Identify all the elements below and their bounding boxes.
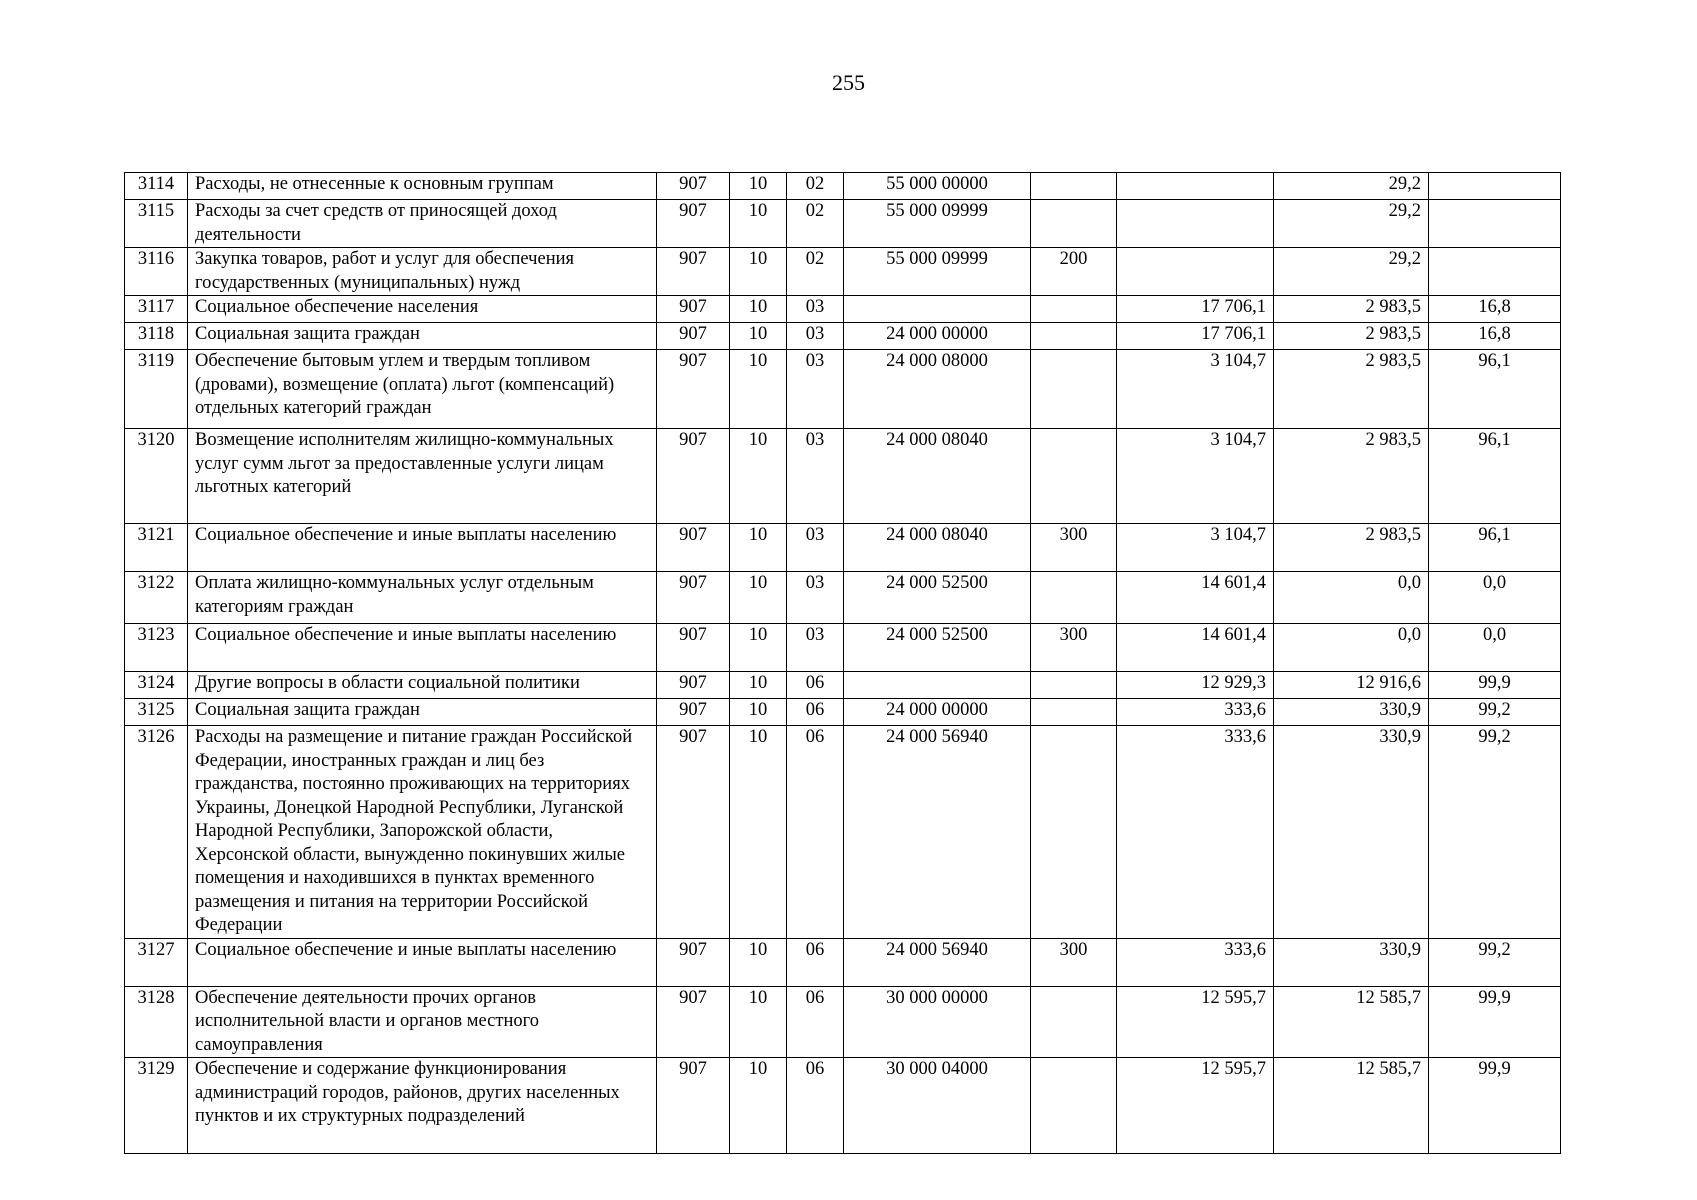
executed-amount-cell: 12 585,7 <box>1274 986 1429 1058</box>
plan-amount-cell: 12 595,7 <box>1117 1058 1274 1154</box>
plan-amount-cell: 17 706,1 <box>1117 296 1274 323</box>
subsection-code-cell: 03 <box>787 429 844 524</box>
target-item-code-cell <box>844 672 1031 699</box>
execution-percent-cell: 0,0 <box>1429 572 1561 624</box>
plan-amount-cell <box>1117 200 1274 248</box>
table-row <box>125 350 1561 429</box>
dept-code-cell: 907 <box>657 699 730 726</box>
row-number-cell: 3121 <box>125 524 188 572</box>
execution-percent-cell: 99,9 <box>1429 1058 1561 1154</box>
section-code-cell: 10 <box>730 624 787 672</box>
row-number-cell: 3123 <box>125 624 188 672</box>
plan-amount-cell: 12 595,7 <box>1117 986 1274 1058</box>
target-item-code-cell: 24 000 08000 <box>844 350 1031 429</box>
target-item-code-cell: 55 000 00000 <box>844 173 1031 200</box>
section-code-cell: 10 <box>730 350 787 429</box>
section-code-cell: 10 <box>730 938 787 986</box>
row-number-cell: 3128 <box>125 986 188 1058</box>
dept-code-cell: 907 <box>657 200 730 248</box>
plan-amount-cell: 12 929,3 <box>1117 672 1274 699</box>
row-number-cell: 3127 <box>125 938 188 986</box>
expense-type-code-cell <box>1031 672 1117 699</box>
target-item-code-cell: 24 000 52500 <box>844 572 1031 624</box>
row-number-cell: 3129 <box>125 1058 188 1154</box>
plan-amount-cell <box>1117 248 1274 296</box>
subsection-code-cell: 03 <box>787 350 844 429</box>
subsection-code-cell: 03 <box>787 572 844 624</box>
execution-percent-cell: 99,2 <box>1429 938 1561 986</box>
dept-code-cell: 907 <box>657 572 730 624</box>
target-item-code-cell: 24 000 00000 <box>844 323 1031 350</box>
budget-table-body <box>125 173 1561 1154</box>
row-number-cell: 3118 <box>125 323 188 350</box>
subsection-code-cell: 03 <box>787 323 844 350</box>
execution-percent-cell: 96,1 <box>1429 350 1561 429</box>
executed-amount-cell: 2 983,5 <box>1274 296 1429 323</box>
expense-type-code-cell <box>1031 986 1117 1058</box>
execution-percent-cell: 99,2 <box>1429 699 1561 726</box>
execution-percent-cell <box>1429 173 1561 200</box>
executed-amount-cell: 2 983,5 <box>1274 323 1429 350</box>
dept-code-cell: 907 <box>657 1058 730 1154</box>
row-number-cell: 3120 <box>125 429 188 524</box>
plan-amount-cell: 333,6 <box>1117 699 1274 726</box>
dept-code-cell: 907 <box>657 726 730 939</box>
target-item-code-cell: 55 000 09999 <box>844 200 1031 248</box>
item-name-cell: Социальная защита граждан <box>188 699 657 726</box>
plan-amount-cell: 3 104,7 <box>1117 429 1274 524</box>
item-name-cell: Обеспечение и содержание функционирования администраций городов, районов, других населенных пунктов и их структурных подразделений <box>188 1058 657 1154</box>
target-item-code-cell: 55 000 09999 <box>844 248 1031 296</box>
item-name-cell: Социальная защита граждан <box>188 323 657 350</box>
item-name-cell: Оплата жилищно-коммунальных услуг отдельным категориям граждан <box>188 572 657 624</box>
expense-type-code-cell <box>1031 429 1117 524</box>
execution-percent-cell: 16,8 <box>1429 323 1561 350</box>
plan-amount-cell: 333,6 <box>1117 938 1274 986</box>
section-code-cell: 10 <box>730 699 787 726</box>
executed-amount-cell: 29,2 <box>1274 173 1429 200</box>
dept-code-cell: 907 <box>657 938 730 986</box>
execution-percent-cell <box>1429 200 1561 248</box>
table-row <box>125 248 1561 296</box>
target-item-code-cell: 24 000 08040 <box>844 429 1031 524</box>
dept-code-cell: 907 <box>657 248 730 296</box>
expense-type-code-cell <box>1031 1058 1117 1154</box>
expense-type-code-cell: 200 <box>1031 248 1117 296</box>
table-row <box>125 296 1561 323</box>
dept-code-cell: 907 <box>657 986 730 1058</box>
plan-amount-cell <box>1117 173 1274 200</box>
row-number-cell: 3117 <box>125 296 188 323</box>
executed-amount-cell: 2 983,5 <box>1274 429 1429 524</box>
item-name-cell: Обеспечение бытовым углем и твердым топливом (дровами), возмещение (оплата) льгот (компенсаций) отдельных категорий граждан <box>188 350 657 429</box>
executed-amount-cell: 12 585,7 <box>1274 1058 1429 1154</box>
subsection-code-cell: 06 <box>787 938 844 986</box>
table-row <box>125 173 1561 200</box>
item-name-cell: Социальное обеспечение населения <box>188 296 657 323</box>
target-item-code-cell: 24 000 52500 <box>844 624 1031 672</box>
target-item-code-cell <box>844 296 1031 323</box>
section-code-cell: 10 <box>730 1058 787 1154</box>
executed-amount-cell: 330,9 <box>1274 699 1429 726</box>
table-row <box>125 726 1561 939</box>
page-number: 255 <box>832 70 865 95</box>
execution-percent-cell: 99,2 <box>1429 726 1561 939</box>
execution-percent-cell: 99,9 <box>1429 672 1561 699</box>
dept-code-cell: 907 <box>657 624 730 672</box>
item-name-cell: Возмещение исполнителям жилищно-коммунальных услуг сумм льгот за предоставленные услуги лицам льготных категорий <box>188 429 657 524</box>
table-row <box>125 524 1561 572</box>
item-name-cell: Закупка товаров, работ и услуг для обеспечения государственных (муниципальных) нужд <box>188 248 657 296</box>
table-row <box>125 200 1561 248</box>
expense-type-code-cell <box>1031 173 1117 200</box>
row-number-cell: 3115 <box>125 200 188 248</box>
subsection-code-cell: 03 <box>787 524 844 572</box>
expense-type-code-cell <box>1031 572 1117 624</box>
dept-code-cell: 907 <box>657 429 730 524</box>
table-row <box>125 699 1561 726</box>
subsection-code-cell: 02 <box>787 248 844 296</box>
executed-amount-cell: 0,0 <box>1274 624 1429 672</box>
table-row <box>125 572 1561 624</box>
subsection-code-cell: 02 <box>787 173 844 200</box>
item-name-cell: Социальное обеспечение и иные выплаты населению <box>188 624 657 672</box>
expense-type-code-cell <box>1031 726 1117 939</box>
item-name-cell: Социальное обеспечение и иные выплаты населению <box>188 938 657 986</box>
section-code-cell: 10 <box>730 726 787 939</box>
budget-table <box>124 172 1561 1154</box>
executed-amount-cell: 2 983,5 <box>1274 524 1429 572</box>
executed-amount-cell: 2 983,5 <box>1274 350 1429 429</box>
subsection-code-cell: 02 <box>787 200 844 248</box>
plan-amount-cell: 14 601,4 <box>1117 572 1274 624</box>
item-name-cell: Социальное обеспечение и иные выплаты населению <box>188 524 657 572</box>
table-row <box>125 429 1561 524</box>
subsection-code-cell: 06 <box>787 726 844 939</box>
dept-code-cell: 907 <box>657 173 730 200</box>
expense-type-code-cell <box>1031 350 1117 429</box>
plan-amount-cell: 17 706,1 <box>1117 323 1274 350</box>
subsection-code-cell: 06 <box>787 672 844 699</box>
subsection-code-cell: 06 <box>787 1058 844 1154</box>
table-row <box>125 986 1561 1058</box>
item-name-cell: Расходы за счет средств от приносящей доход деятельности <box>188 200 657 248</box>
item-name-cell: Другие вопросы в области социальной политики <box>188 672 657 699</box>
item-name-cell: Расходы, не отнесенные к основным группам <box>188 173 657 200</box>
executed-amount-cell: 330,9 <box>1274 938 1429 986</box>
expense-type-code-cell <box>1031 296 1117 323</box>
execution-percent-cell: 0,0 <box>1429 624 1561 672</box>
dept-code-cell: 907 <box>657 524 730 572</box>
target-item-code-cell: 24 000 56940 <box>844 726 1031 939</box>
expense-type-code-cell: 300 <box>1031 624 1117 672</box>
section-code-cell: 10 <box>730 429 787 524</box>
row-number-cell: 3114 <box>125 173 188 200</box>
execution-percent-cell: 99,9 <box>1429 986 1561 1058</box>
plan-amount-cell: 333,6 <box>1117 726 1274 939</box>
subsection-code-cell: 03 <box>787 624 844 672</box>
section-code-cell: 10 <box>730 672 787 699</box>
plan-amount-cell: 14 601,4 <box>1117 624 1274 672</box>
subsection-code-cell: 06 <box>787 699 844 726</box>
item-name-cell: Расходы на размещение и питание граждан Российской Федерации, иностранных граждан и лиц без гражданства, постоянно проживающих на территориях Украины, Донецкой Народной Республики, Луганской Народной Республики, Запорожской области, Херсонской области, вынужденно покинувших жилые помещения и находившихся в пунктах временного размещения и питания на территории Российской Федерации <box>188 726 657 939</box>
table-row <box>125 1058 1561 1154</box>
table-row <box>125 323 1561 350</box>
section-code-cell: 10 <box>730 572 787 624</box>
expense-type-code-cell <box>1031 699 1117 726</box>
execution-percent-cell <box>1429 248 1561 296</box>
executed-amount-cell: 29,2 <box>1274 200 1429 248</box>
item-name-cell: Обеспечение деятельности прочих органов исполнительной власти и органов местного самоуправления <box>188 986 657 1058</box>
table-row <box>125 938 1561 986</box>
dept-code-cell: 907 <box>657 350 730 429</box>
dept-code-cell: 907 <box>657 672 730 699</box>
section-code-cell: 10 <box>730 323 787 350</box>
section-code-cell: 10 <box>730 200 787 248</box>
expense-type-code-cell: 300 <box>1031 524 1117 572</box>
subsection-code-cell: 03 <box>787 296 844 323</box>
target-item-code-cell: 30 000 00000 <box>844 986 1031 1058</box>
subsection-code-cell: 06 <box>787 986 844 1058</box>
dept-code-cell: 907 <box>657 296 730 323</box>
execution-percent-cell: 96,1 <box>1429 429 1561 524</box>
executed-amount-cell: 0,0 <box>1274 572 1429 624</box>
section-code-cell: 10 <box>730 524 787 572</box>
target-item-code-cell: 24 000 56940 <box>844 938 1031 986</box>
expense-type-code-cell: 300 <box>1031 938 1117 986</box>
dept-code-cell: 907 <box>657 323 730 350</box>
row-number-cell: 3126 <box>125 726 188 939</box>
target-item-code-cell: 30 000 04000 <box>844 1058 1031 1154</box>
target-item-code-cell: 24 000 08040 <box>844 524 1031 572</box>
table-row <box>125 624 1561 672</box>
execution-percent-cell: 16,8 <box>1429 296 1561 323</box>
row-number-cell: 3122 <box>125 572 188 624</box>
section-code-cell: 10 <box>730 248 787 296</box>
row-number-cell: 3125 <box>125 699 188 726</box>
expense-type-code-cell <box>1031 200 1117 248</box>
section-code-cell: 10 <box>730 986 787 1058</box>
target-item-code-cell: 24 000 00000 <box>844 699 1031 726</box>
table-row <box>125 672 1561 699</box>
plan-amount-cell: 3 104,7 <box>1117 350 1274 429</box>
row-number-cell: 3124 <box>125 672 188 699</box>
section-code-cell: 10 <box>730 296 787 323</box>
plan-amount-cell: 3 104,7 <box>1117 524 1274 572</box>
row-number-cell: 3119 <box>125 350 188 429</box>
expense-type-code-cell <box>1031 323 1117 350</box>
section-code-cell: 10 <box>730 173 787 200</box>
executed-amount-cell: 330,9 <box>1274 726 1429 939</box>
executed-amount-cell: 29,2 <box>1274 248 1429 296</box>
executed-amount-cell: 12 916,6 <box>1274 672 1429 699</box>
execution-percent-cell: 96,1 <box>1429 524 1561 572</box>
row-number-cell: 3116 <box>125 248 188 296</box>
